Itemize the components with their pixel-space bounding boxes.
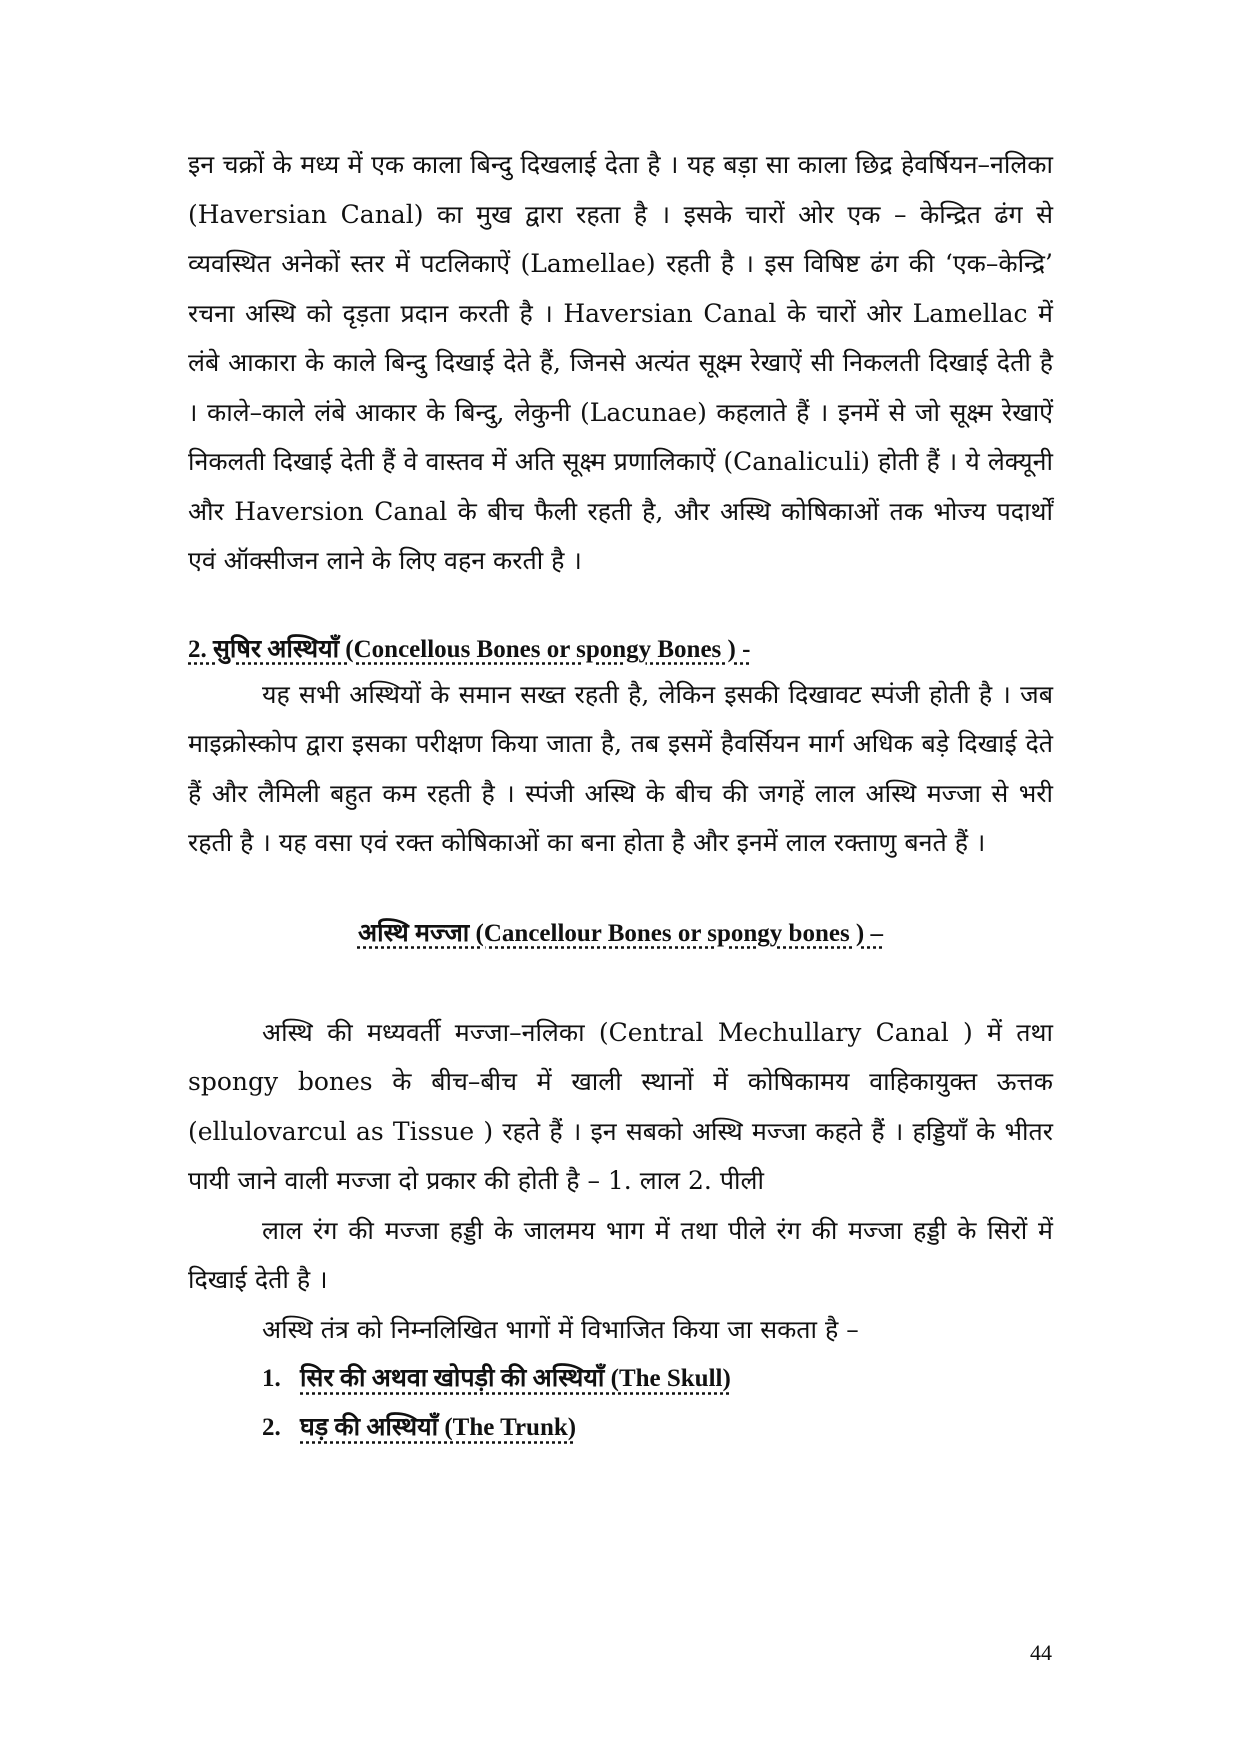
- list-item: [188, 1354, 1053, 1403]
- section-heading-bone-marrow: अस्थि मज्जा (Cancellour Bones or spongy bones ) –: [357, 919, 883, 947]
- document-page: [188, 140, 1053, 1452]
- list-item-text: घड़ की अस्थियॉं (The Trunk): [300, 1414, 577, 1441]
- list-item: [188, 1403, 1053, 1452]
- page-number: 44: [1030, 1640, 1052, 1665]
- list-item-text: सिर की अथवा खोपड़ी की अस्थियॉं (The Skull): [300, 1365, 731, 1392]
- paragraph-bone-marrow: अस्थि की मध्यवर्ती मज्जा–नलिका (Central Mechullary Canal ) में तथा spongy bones के बीच–बीच में खाली स्थानों में कोषिकामय वाहिकायुक्त ऊत्तक (ellulovarcul as Tissue ) रहते हैं । इन सबको अस्थि मज्जा कहते हैं । हड्डियॉं के भीतर पायी जाने वाली मज्जा दो प्रकार की होती है – 1. लाल 2. पीली: [188, 1017, 1053, 1195]
- skeleton-parts-list: [188, 1354, 1053, 1452]
- list-item-number: 1.: [262, 1365, 281, 1392]
- paragraph-marrow-colors: लाल रंग की मज्जा हड्डी के जालमय भाग में तथा पीले रंग की मज्जा हड्डी के सिरों में दिखाई देती है ।: [188, 1215, 1053, 1294]
- paragraph-haversian-canal: इन चक्रों के मध्य में एक काला बिन्दु दिखलाई देता है । यह बड़ा सा काला छिद्र हेवर्षियन–नलिका (Haversian Canal) का मुख द्वारा रहता है । इसके चारों ओर एक – केन्द्रित ढंग से व्यवस्थित अनेकों स्तर में पटलिकाऐं (Lamellae) रहती है । इस विषिष्ट ढंग की ‘एक–केन्द्रि’ रचना अस्थि को दृड़ता प्रदान करती है । Haversian Canal के चारों ओर Lamellac में लंबे आकारा के काले बिन्दु दिखाई देते हैं, जिनसे अत्यंत सूक्ष्म रेखाऐं सी निकलती दिखाई देती है । काले–काले लंबे आकार के बिन्दु, लेकुनी (Lacunae) कहलाते हैं । इनमें से जो सूक्ष्म रेखाऐं निकलती दिखाई देती हैं वे वास्तव में अति सूक्ष्म प्रणालिकाऐं (Canaliculi) होती हैं । ये लेक्यूनी और Haversion Canal के बीच फैली रहती है, और अस्थि कोषिकाओं तक भोज्य पदार्थों एवं ऑक्सीजन लाने के लिए वहन करती है ।: [188, 150, 1053, 575]
- section-heading-spongy-bones: 2. सुषिर अस्थियॉं (Concellous Bones or spongy Bones ) -: [188, 635, 751, 663]
- paragraph-spongy-bones: यह सभी अस्थियों के समान सख्त रहती है, लेकिन इसकी दिखावट स्पंजी होती है । जब माइक्रोस्कोप द्वारा इसका परीक्षण किया जाता है, तब इसमें हैवर्सियन मार्ग अधिक बड़े दिखाई देते हैं और लैमिली बहुत कम रहती है । स्पंजी अस्थि के बीच की जगहें लाल अस्थि मज्जा से भरी रहती है । यह वसा एवं रक्त कोषिकाओं का बना होता है और इनमें लाल रक्ताणु बनते हैं ।: [188, 679, 1053, 857]
- paragraph-skeleton-divisions: अस्थि तंत्र को निम्नलिखित भागों में विभाजित किया जा सकता है –: [262, 1314, 859, 1344]
- list-item-number: 2.: [262, 1414, 281, 1441]
